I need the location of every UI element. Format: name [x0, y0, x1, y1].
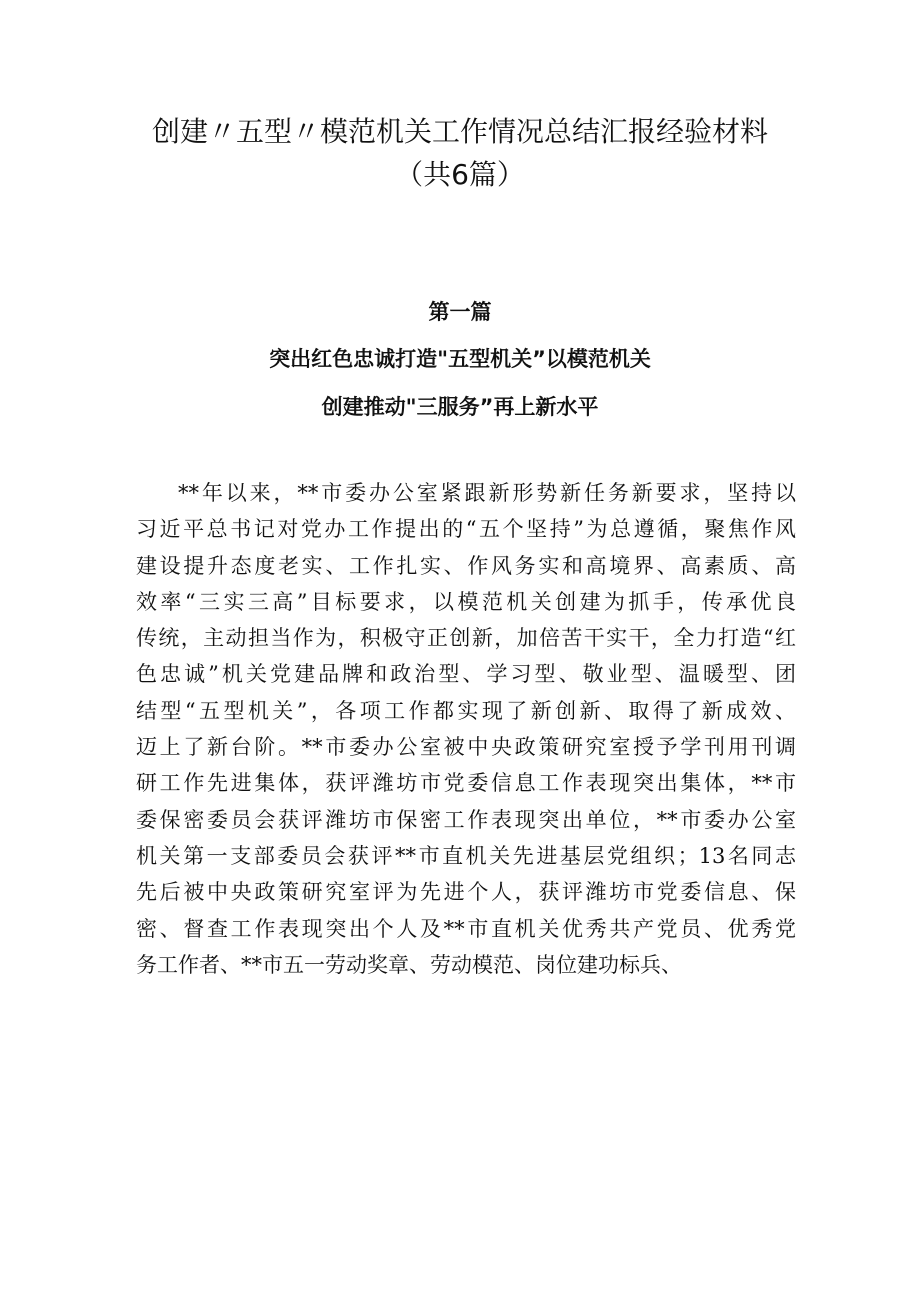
- body-line: 委保密委员会获评潍坊市保密工作表现突出单位，**市委办公室: [136, 807, 796, 832]
- body-line: 先后被中央政策研究室评为先进个人，获评潍坊市党委信息、保: [136, 880, 796, 905]
- body-line: 密、督查工作表现突出个人及**市直机关优秀共产党员、优秀党: [136, 916, 796, 941]
- body-line: 迈上了新台阶。**市委办公室被中央政策研究室授予学刊用刊调: [136, 735, 796, 760]
- body-line: 传统，主动担当作为，积极守正创新，加倍苦干实干，全力打造“红: [136, 626, 796, 651]
- part-label: 第一篇: [428, 300, 492, 324]
- part-subtitle-line-1: 突出红色忠诚打造"五型机关”以模范机关: [269, 347, 651, 371]
- body-line: 务工作者、**市五一劳动奖章、劳动模范、岗位建功标兵、: [136, 952, 682, 977]
- body-line: 效率“三实三高”目标要求，以模范机关创建为抓手，传承优良: [136, 589, 796, 614]
- body-paragraph: [136, 475, 796, 983]
- part-subtitle-line-2: 创建推动"三服务”再上新水平: [321, 395, 599, 419]
- body-line: 习近平总书记对党办工作提出的“五个坚持”为总遵循，聚焦作风: [136, 517, 796, 542]
- body-line: **年以来，**市委办公室紧跟新形势新任务新要求，坚持以: [178, 481, 796, 505]
- body-line: 机关第一支部委员会获评**市直机关先进基层党组织；13名同志: [136, 843, 796, 868]
- body-line: 色忠诚”机关党建品牌和政治型、学习型、敬业型、温暖型、团: [136, 662, 796, 687]
- document-title: 创建〃五型〃模范机关工作情况总结汇报经验材料: [151, 115, 768, 148]
- body-line: 结型“五型机关”，各项工作都实现了新创新、取得了新成效、: [136, 698, 796, 723]
- body-line: 研工作先进集体，获评潍坊市党委信息工作表现突出集体，**市: [136, 771, 796, 796]
- document-title-count: （共6篇）: [395, 158, 525, 191]
- body-line: 建设提升态度老实、工作扎实、作风务实和高境界、高素质、高: [136, 553, 796, 578]
